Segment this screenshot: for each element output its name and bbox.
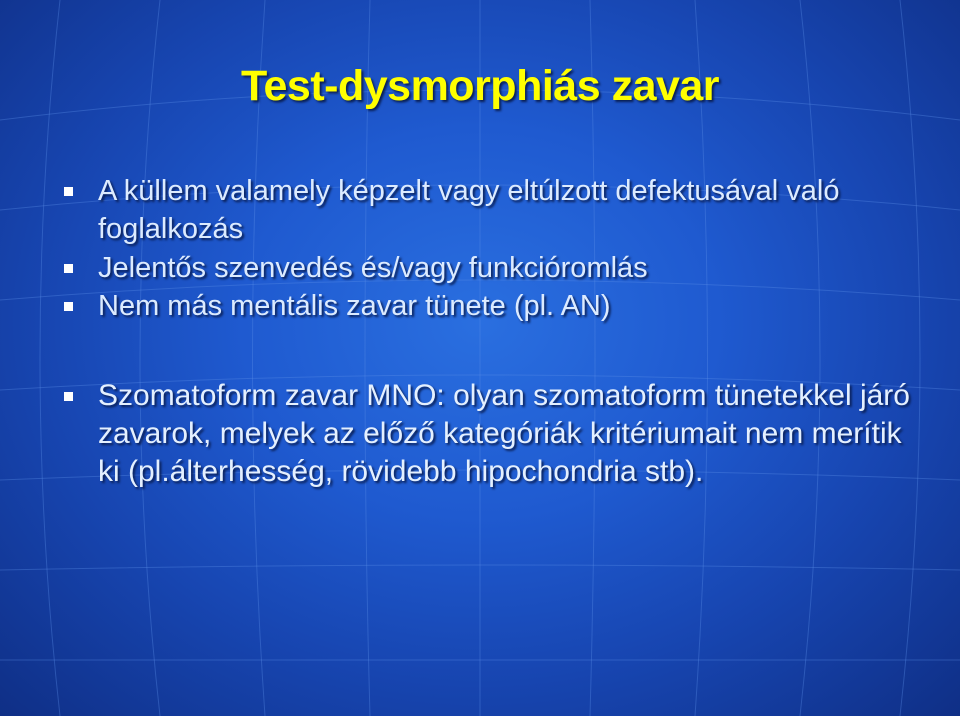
bullet-list [60,172,920,491]
square-bullet-icon [64,392,73,401]
bullet-item [60,172,920,248]
bullet-item [60,249,920,287]
bullet-item [60,377,920,491]
square-bullet-icon [64,302,73,311]
bullet-text: Nem más mentális zavar tünete (pl. AN) [98,290,611,322]
bullet-item [60,287,920,325]
bullet-text: Szomatoform zavar MNO: olyan szomatoform tünetekkel járó zavarok, melyek az előző kategóriák kritériumait nem merítik ki (pl.álterhesség, rövidebb hipochondria stb). [98,379,910,488]
bullet-text: Jelentős szenvedés és/vagy funkcióromlás [98,252,648,284]
square-bullet-icon [64,187,73,196]
bullet-text: A küllem valamely képzelt vagy eltúlzott defektusával való foglalkozás [98,175,840,245]
square-bullet-icon [64,264,73,273]
slide-title: Test-dysmorphiás zavar [240,62,720,110]
